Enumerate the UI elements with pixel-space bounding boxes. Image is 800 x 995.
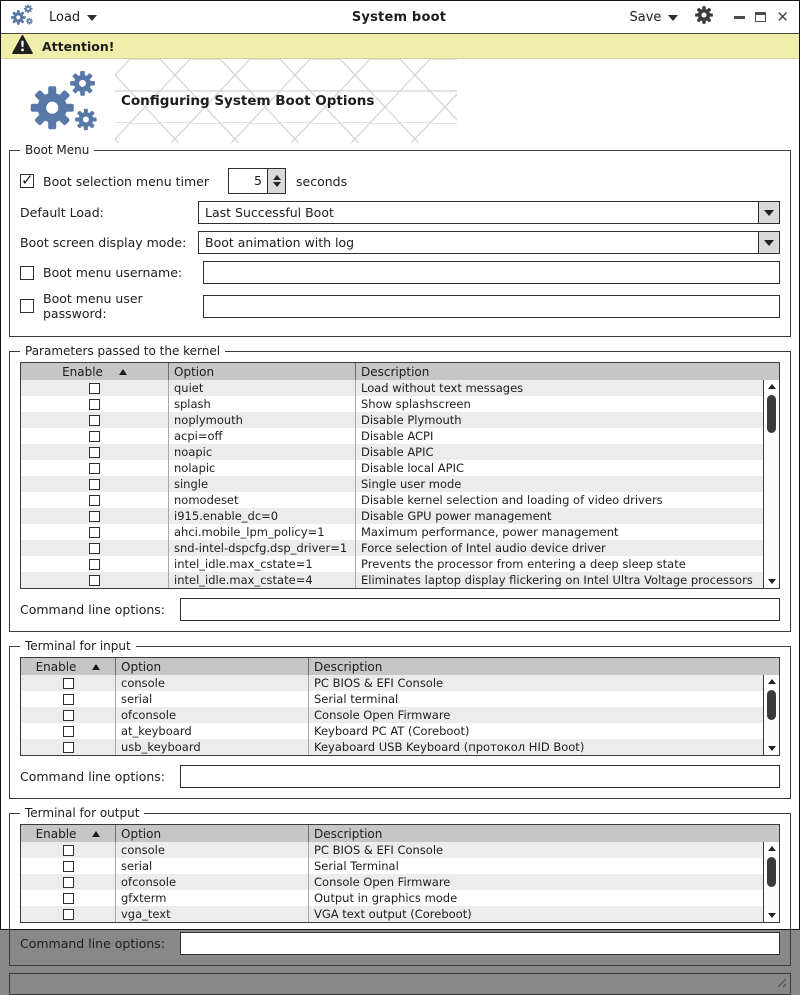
option-cell: noplymouth: [169, 412, 356, 428]
spinner-up-icon[interactable]: [273, 175, 281, 180]
description-cell: Disable GPU power management: [361, 509, 552, 523]
password-label: Boot menu user password:: [43, 291, 143, 321]
cmdline-row: [20, 765, 780, 788]
timer-row: [20, 168, 780, 194]
column-header-description[interactable]: Description: [314, 826, 383, 841]
enable-checkbox[interactable]: [63, 710, 74, 721]
header-banner: [1, 59, 799, 143]
save-menu-button[interactable]: [630, 10, 679, 25]
description-cell: Disable ACPI: [361, 429, 434, 443]
save-menu-label: Save: [629, 9, 662, 25]
warning-icon: [12, 35, 33, 57]
table-body: [21, 380, 763, 588]
display-mode-label: Boot screen display mode:: [20, 235, 187, 250]
scroll-down-icon[interactable]: [764, 909, 779, 922]
spinner-down-icon[interactable]: [273, 182, 281, 187]
kernel-params-group: [9, 344, 791, 632]
page-title: Configuring System Boot Options: [121, 93, 375, 109]
password-row: [20, 291, 780, 321]
table-row[interactable]: [21, 428, 763, 444]
username-label: Boot menu username:: [43, 265, 183, 280]
enable-checkbox[interactable]: [89, 447, 100, 458]
table-row[interactable]: [21, 540, 763, 556]
option-cell: gfxterm: [116, 890, 309, 906]
table-row[interactable]: [21, 476, 763, 492]
boot-menu-group: [9, 143, 791, 337]
column-header-description[interactable]: Description: [314, 659, 383, 674]
table-row[interactable]: [21, 460, 763, 476]
gears-icon: [27, 67, 101, 139]
enable-checkbox[interactable]: [63, 742, 74, 753]
enable-checkbox[interactable]: [63, 861, 74, 872]
description-cell: Serial terminal: [314, 692, 399, 706]
enable-checkbox[interactable]: [63, 877, 74, 888]
enable-cell: [21, 739, 116, 755]
table-row[interactable]: [21, 380, 763, 396]
table-row[interactable]: [21, 396, 763, 412]
default-load-value: Last Successful Boot: [205, 205, 334, 220]
maximize-icon[interactable]: [755, 12, 766, 22]
terminal-input-table: [20, 657, 780, 756]
sort-asc-icon: [92, 831, 100, 837]
enable-cell: [21, 675, 116, 691]
enable-cell: [21, 476, 169, 492]
scroll-thumb[interactable]: [767, 857, 776, 887]
enable-cell: [21, 412, 169, 428]
combobox-button[interactable]: [758, 232, 779, 253]
kernel-params-legend: Parameters passed to the kernel: [25, 344, 221, 358]
enable-cell: [21, 858, 116, 874]
option-cell: quiet: [169, 380, 356, 396]
table-body: [21, 842, 763, 922]
description-cell: Single user mode: [361, 477, 462, 491]
description-cell: Disable Plymouth: [361, 413, 462, 427]
table-row[interactable]: [21, 572, 763, 588]
cmdline-row: [20, 932, 780, 955]
enable-cell: [21, 540, 169, 556]
sort-asc-icon: [92, 664, 100, 670]
resize-grip[interactable]: [774, 973, 787, 992]
terminal-output-legend: Terminal for output: [25, 806, 140, 820]
attention-banner: [1, 34, 799, 59]
description-cell: Serial Terminal: [314, 859, 399, 873]
option-cell: intel_idle.max_cstate=4: [169, 572, 356, 588]
option-cell: console: [116, 675, 309, 691]
enable-cell: [21, 460, 169, 476]
enable-checkbox[interactable]: [89, 383, 100, 394]
scroll-thumb[interactable]: [767, 690, 776, 720]
scroll-thumb[interactable]: [767, 395, 776, 433]
option-cell: console: [116, 842, 309, 858]
enable-cell: [21, 890, 116, 906]
option-cell: snd-intel-dspcfg.dsp_driver=1: [169, 540, 356, 556]
enable-checkbox[interactable]: [89, 511, 100, 522]
cmdline-label: Command line options:: [20, 769, 166, 784]
option-cell: usb_keyboard: [116, 739, 309, 755]
option-cell: ofconsole: [116, 707, 309, 723]
enable-checkbox[interactable]: [89, 575, 100, 586]
default-load-row: [20, 201, 780, 224]
scrollbar[interactable]: [763, 842, 779, 922]
table-row[interactable]: [21, 524, 763, 540]
enable-cell: [21, 444, 169, 460]
description-cell: PC BIOS & EFI Console: [314, 676, 444, 690]
table-body: [21, 675, 763, 755]
table-row[interactable]: [21, 906, 763, 922]
terminal-input-cmdline-input[interactable]: [180, 765, 780, 788]
option-cell: splash: [169, 396, 356, 412]
kernel-params-table: [20, 362, 780, 589]
table-row[interactable]: [21, 556, 763, 572]
option-cell: intel_idle.max_cstate=1: [169, 556, 356, 572]
enable-checkbox[interactable]: [89, 463, 100, 474]
option-cell: serial: [116, 691, 309, 707]
enable-checkbox[interactable]: [89, 495, 100, 506]
table-header: [21, 363, 779, 380]
sort-asc-icon: [119, 369, 127, 375]
scrollbar[interactable]: [763, 380, 779, 588]
option-cell: nomodeset: [169, 492, 356, 508]
enable-checkbox[interactable]: [89, 543, 100, 554]
minimize-icon[interactable]: [734, 16, 745, 19]
terminal-output-group: [9, 806, 791, 966]
spinner-buttons[interactable]: [267, 169, 285, 193]
enable-header-label: Enable: [35, 659, 77, 674]
enable-checkbox[interactable]: [63, 694, 74, 705]
description-cell: VGA text output (Coreboot): [314, 907, 472, 921]
table-row[interactable]: [21, 691, 763, 707]
table-row[interactable]: [21, 723, 763, 739]
option-cell: ahci.mobile_lpm_policy=1: [169, 524, 356, 540]
display-mode-value: Boot animation with log: [205, 235, 355, 250]
description-cell: Load without text messages: [361, 381, 524, 395]
enable-cell: [21, 428, 169, 444]
option-cell: vga_text: [116, 906, 309, 922]
column-header-description[interactable]: Description: [361, 364, 430, 379]
scroll-up-icon[interactable]: [764, 842, 779, 855]
column-header-option[interactable]: Option: [169, 363, 356, 380]
scroll-down-icon[interactable]: [764, 575, 779, 588]
description-cell: PC BIOS & EFI Console: [314, 843, 444, 857]
timer-value: 5: [254, 173, 262, 188]
terminal-input-group: [9, 639, 791, 799]
table-row[interactable]: [21, 508, 763, 524]
load-menu-label: Load: [49, 9, 81, 25]
description-cell: Keyaboard USB Keyboard (протокол HID Boot): [314, 740, 585, 754]
timer-label: Boot selection menu timer: [43, 173, 209, 189]
description-cell: Disable local APIC: [361, 461, 464, 475]
enable-cell: [21, 556, 169, 572]
description-cell: Show splashscreen: [361, 397, 471, 411]
close-icon[interactable]: ✕: [776, 7, 789, 26]
chevron-down-icon: [668, 15, 678, 21]
table-row[interactable]: [21, 412, 763, 428]
enable-checkbox[interactable]: [89, 431, 100, 442]
column-header-enable[interactable]: [21, 363, 169, 380]
username-input[interactable]: [203, 261, 780, 284]
description-cell: Console Open Firmware: [314, 875, 451, 889]
scrollbar[interactable]: [763, 675, 779, 755]
enable-checkbox[interactable]: [89, 479, 100, 490]
description-cell: Maximum performance, power management: [361, 525, 619, 539]
timer-spinner[interactable]: [228, 168, 286, 194]
enable-checkbox[interactable]: [89, 559, 100, 570]
chevron-down-icon: [764, 210, 774, 216]
enable-checkbox[interactable]: [63, 678, 74, 689]
description-cell: Force selection of Intel audio device driver: [361, 541, 606, 555]
enable-checkbox[interactable]: [89, 415, 100, 426]
attention-label: Attention!: [42, 38, 115, 54]
enable-cell: [21, 874, 116, 890]
load-menu-button[interactable]: [49, 10, 97, 25]
option-cell: single: [169, 476, 356, 492]
terminal-output-table: [20, 824, 780, 923]
option-cell: serial: [116, 858, 309, 874]
description-cell: Eliminates laptop display flickering on Intel Ultra Voltage processors: [361, 573, 753, 587]
column-header-option[interactable]: Option: [116, 825, 309, 842]
option-cell: noapic: [169, 444, 356, 460]
enable-cell: [21, 380, 169, 396]
title-bar: [1, 1, 799, 34]
username-row: [20, 261, 780, 284]
table-row[interactable]: [21, 739, 763, 755]
enable-cell: [21, 524, 169, 540]
terminal-output-cmdline-input[interactable]: [180, 932, 780, 955]
default-load-combobox[interactable]: [198, 201, 780, 224]
enable-header-label: Enable: [62, 364, 103, 379]
status-bar: [9, 973, 791, 995]
chevron-down-icon: [764, 240, 774, 246]
window-title: System boot: [351, 9, 447, 25]
description-cell: Disable kernel selection and loading of video drivers: [361, 493, 663, 507]
enable-cell: [21, 707, 116, 723]
enable-cell: [21, 906, 116, 922]
scroll-down-icon[interactable]: [764, 742, 779, 755]
enable-header-label: Enable: [35, 826, 77, 841]
chevron-down-icon: [87, 15, 97, 21]
cmdline-row: [20, 598, 780, 621]
table-row[interactable]: [21, 675, 763, 691]
timer-unit-label: seconds: [296, 173, 348, 189]
description-cell: Disable APIC: [361, 445, 434, 459]
timer-checkbox[interactable]: [20, 174, 34, 188]
cmdline-label: Command line options:: [20, 602, 166, 617]
description-cell: Console Open Firmware: [314, 708, 451, 722]
table-row[interactable]: [21, 858, 763, 874]
column-header-option[interactable]: Option: [116, 658, 309, 675]
enable-checkbox[interactable]: [63, 726, 74, 737]
option-cell: ofconsole: [116, 874, 309, 890]
table-row[interactable]: [21, 444, 763, 460]
table-row[interactable]: [21, 707, 763, 723]
description-cell: Keyboard PC AT (Coreboot): [314, 724, 470, 738]
enable-checkbox[interactable]: [63, 909, 74, 920]
enable-checkbox[interactable]: [89, 527, 100, 538]
default-load-label: Default Load:: [20, 205, 104, 220]
settings-icon[interactable]: [694, 5, 714, 29]
scroll-up-icon[interactable]: [764, 675, 779, 688]
password-input[interactable]: [203, 295, 780, 318]
enable-cell: [21, 508, 169, 524]
enable-cell: [21, 723, 116, 739]
username-checkbox[interactable]: [20, 266, 34, 280]
password-checkbox[interactable]: [20, 299, 34, 313]
option-cell: at_keyboard: [116, 723, 309, 739]
enable-cell: [21, 842, 116, 858]
option-cell: nolapic: [169, 460, 356, 476]
combobox-button[interactable]: [758, 202, 779, 223]
table-row[interactable]: [21, 842, 763, 858]
column-header-enable[interactable]: [21, 825, 116, 842]
table-header: [21, 658, 779, 675]
description-cell: Prevents the processor from entering a deep sleep state: [361, 557, 686, 571]
table-row[interactable]: [21, 492, 763, 508]
cmdline-label: Command line options:: [20, 936, 166, 951]
kernel-cmdline-input[interactable]: [180, 598, 780, 621]
scroll-up-icon[interactable]: [764, 380, 779, 393]
display-mode-row: [20, 231, 780, 254]
display-mode-combobox[interactable]: [198, 231, 780, 254]
boot-menu-legend: Boot Menu: [25, 143, 90, 157]
enable-checkbox[interactable]: [63, 893, 74, 904]
table-header: [21, 825, 779, 842]
table-row[interactable]: [21, 890, 763, 906]
enable-cell: [21, 492, 169, 508]
description-cell: Output in graphics mode: [314, 891, 458, 905]
app-gears-icon: [9, 2, 35, 32]
enable-checkbox[interactable]: [63, 845, 74, 856]
enable-cell: [21, 691, 116, 707]
table-row[interactable]: [21, 874, 763, 890]
enable-cell: [21, 572, 169, 588]
column-header-enable[interactable]: [21, 658, 116, 675]
enable-checkbox[interactable]: [89, 399, 100, 410]
option-cell: i915.enable_dc=0: [169, 508, 356, 524]
enable-cell: [21, 396, 169, 412]
option-cell: acpi=off: [169, 428, 356, 444]
terminal-input-legend: Terminal for input: [25, 639, 131, 653]
